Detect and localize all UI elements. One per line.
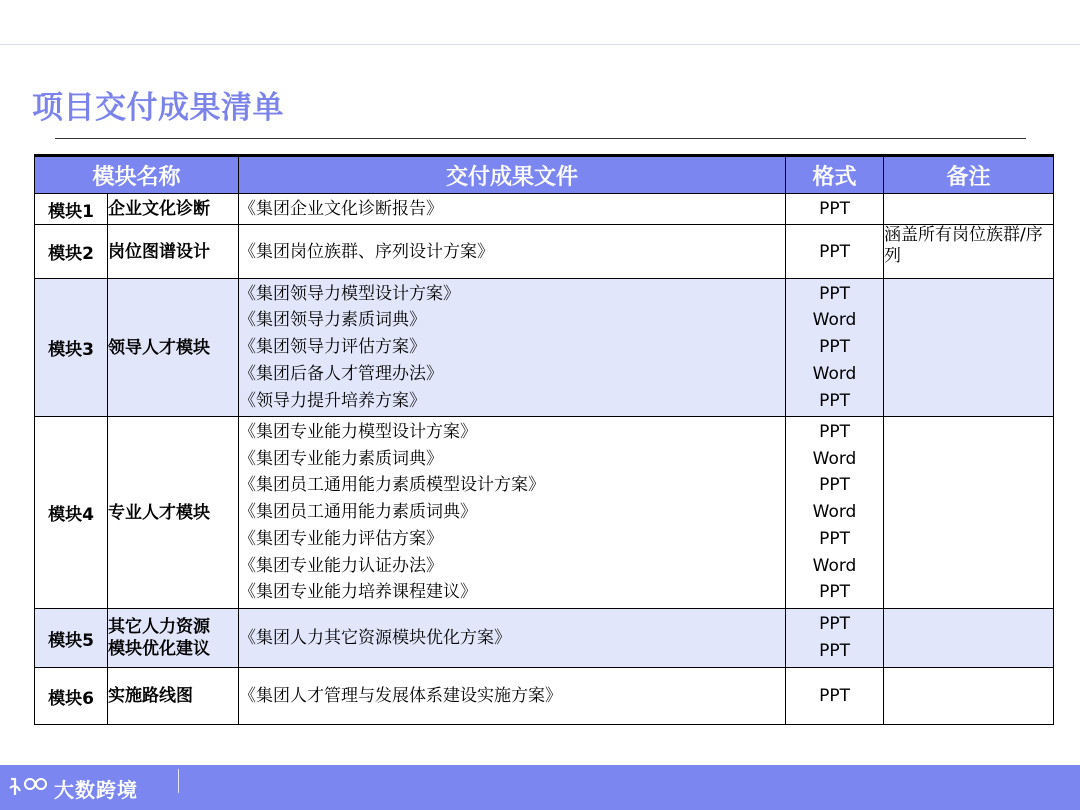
deliverable-files-cell xyxy=(239,279,786,417)
footer-logo xyxy=(8,773,138,803)
module-name-line: 领导人才模块 xyxy=(108,337,210,358)
format-cell xyxy=(786,279,884,417)
format-value: PPT xyxy=(819,582,850,603)
header-remarks: 备注 xyxy=(884,156,1054,194)
deliverable-files-cell xyxy=(239,194,786,225)
footer-band xyxy=(0,765,1080,810)
deliverable-file: 《集团员工通用能力素质模型设计方案》 xyxy=(239,475,546,496)
deliverable-file: 《集团专业能力评估方案》 xyxy=(239,528,444,549)
module-name-cell xyxy=(108,668,239,725)
remarks-cell xyxy=(884,194,1054,225)
remarks-cell: 涵盖所有岗位族群/序列 xyxy=(884,225,1054,279)
deliverable-files-cell xyxy=(239,417,786,609)
deliverables-table xyxy=(34,154,1054,725)
format-cell xyxy=(786,225,884,279)
format-cell xyxy=(786,609,884,668)
deliverable-file: 《集团领导力评估方案》 xyxy=(239,337,427,358)
format-value: Word xyxy=(812,555,857,576)
format-value: PPT xyxy=(819,337,850,358)
brand-logo-text: 大数跨境 xyxy=(54,777,138,802)
module-id-cell: 模块3 xyxy=(35,279,108,417)
header-deliverable-files: 交付成果文件 xyxy=(239,156,786,194)
deliverable-file: 《集团人力其它资源模块优化方案》 xyxy=(239,628,512,648)
deliverable-file: 《集团领导力素质词典》 xyxy=(239,310,427,331)
format-value: PPT xyxy=(819,199,850,219)
format-value: PPT xyxy=(819,686,850,706)
format-cell xyxy=(786,668,884,725)
table-row xyxy=(35,279,1054,417)
title-underline xyxy=(55,138,1026,139)
table-row xyxy=(35,609,1054,668)
module-name-line: 实施路线图 xyxy=(108,686,193,706)
format-value: PPT xyxy=(819,614,850,635)
module-name-line: 岗位图谱设计 xyxy=(108,241,210,262)
module-name-cell xyxy=(108,225,239,279)
format-value: PPT xyxy=(819,241,850,262)
remarks-cell xyxy=(884,609,1054,668)
remarks-cell xyxy=(884,668,1054,725)
module-id-cell: 模块5 xyxy=(35,609,108,668)
remarks-cell xyxy=(884,417,1054,609)
table-row xyxy=(35,225,1054,279)
deliverable-file: 《集团后备人才管理办法》 xyxy=(239,363,444,384)
table-header-row xyxy=(35,156,1054,194)
format-value: PPT xyxy=(819,390,850,411)
table-row xyxy=(35,417,1054,609)
module-id-cell: 模块1 xyxy=(35,194,108,225)
deliverable-file: 《集团专业能力模型设计方案》 xyxy=(239,421,478,442)
deliverable-file: 《集团专业能力培养课程建议》 xyxy=(239,582,478,603)
header-module-name: 模块名称 xyxy=(35,156,239,194)
module-name-line: 模块优化建议 xyxy=(108,639,210,659)
module-name-cell xyxy=(108,417,239,609)
deliverable-file: 《领导力提升培养方案》 xyxy=(239,390,427,411)
table-row xyxy=(35,668,1054,725)
deliverable-file: 《集团专业能力认证办法》 xyxy=(239,555,444,576)
brand-logo-icon xyxy=(8,775,50,801)
format-value: PPT xyxy=(819,528,850,549)
format-cell xyxy=(786,417,884,609)
module-name-cell xyxy=(108,194,239,225)
format-value: PPT xyxy=(819,421,850,442)
format-value: PPT xyxy=(819,283,850,304)
module-name-line: 企业文化诊断 xyxy=(108,199,210,219)
table-body xyxy=(35,194,1054,725)
module-id-cell: 模块4 xyxy=(35,417,108,609)
format-value: Word xyxy=(812,448,857,469)
module-name-cell xyxy=(108,609,239,668)
table-row xyxy=(35,194,1054,225)
format-value: Word xyxy=(812,363,857,384)
module-name-cell xyxy=(108,279,239,417)
deliverable-files-cell xyxy=(239,225,786,279)
remarks-cell xyxy=(884,279,1054,417)
footer-divider xyxy=(178,769,179,793)
module-name-line: 专业人才模块 xyxy=(108,502,210,523)
deliverable-file: 《集团企业文化诊断报告》 xyxy=(239,199,444,219)
format-value: Word xyxy=(812,502,857,523)
deliverable-files-cell xyxy=(239,609,786,668)
format-value: PPT xyxy=(819,641,850,661)
format-value: Word xyxy=(812,310,857,331)
module-name-line: 其它人力资源 xyxy=(108,617,210,637)
deliverable-file: 《集团员工通用能力素质词典》 xyxy=(239,502,478,523)
deliverable-file: 《集团领导力模型设计方案》 xyxy=(239,283,461,304)
deliverable-file: 《集团专业能力素质词典》 xyxy=(239,448,444,469)
header-format: 格式 xyxy=(786,156,884,194)
format-value: PPT xyxy=(819,475,850,496)
page-title: 项目交付成果清单 xyxy=(32,90,284,126)
top-divider xyxy=(0,44,1080,45)
deliverable-file: 《集团岗位族群、序列设计方案》 xyxy=(239,241,495,262)
deliverable-files-cell xyxy=(239,668,786,725)
module-id-cell: 模块2 xyxy=(35,225,108,279)
module-id-cell: 模块6 xyxy=(35,668,108,725)
format-cell xyxy=(786,194,884,225)
deliverable-file: 《集团人才管理与发展体系建设实施方案》 xyxy=(239,686,563,706)
